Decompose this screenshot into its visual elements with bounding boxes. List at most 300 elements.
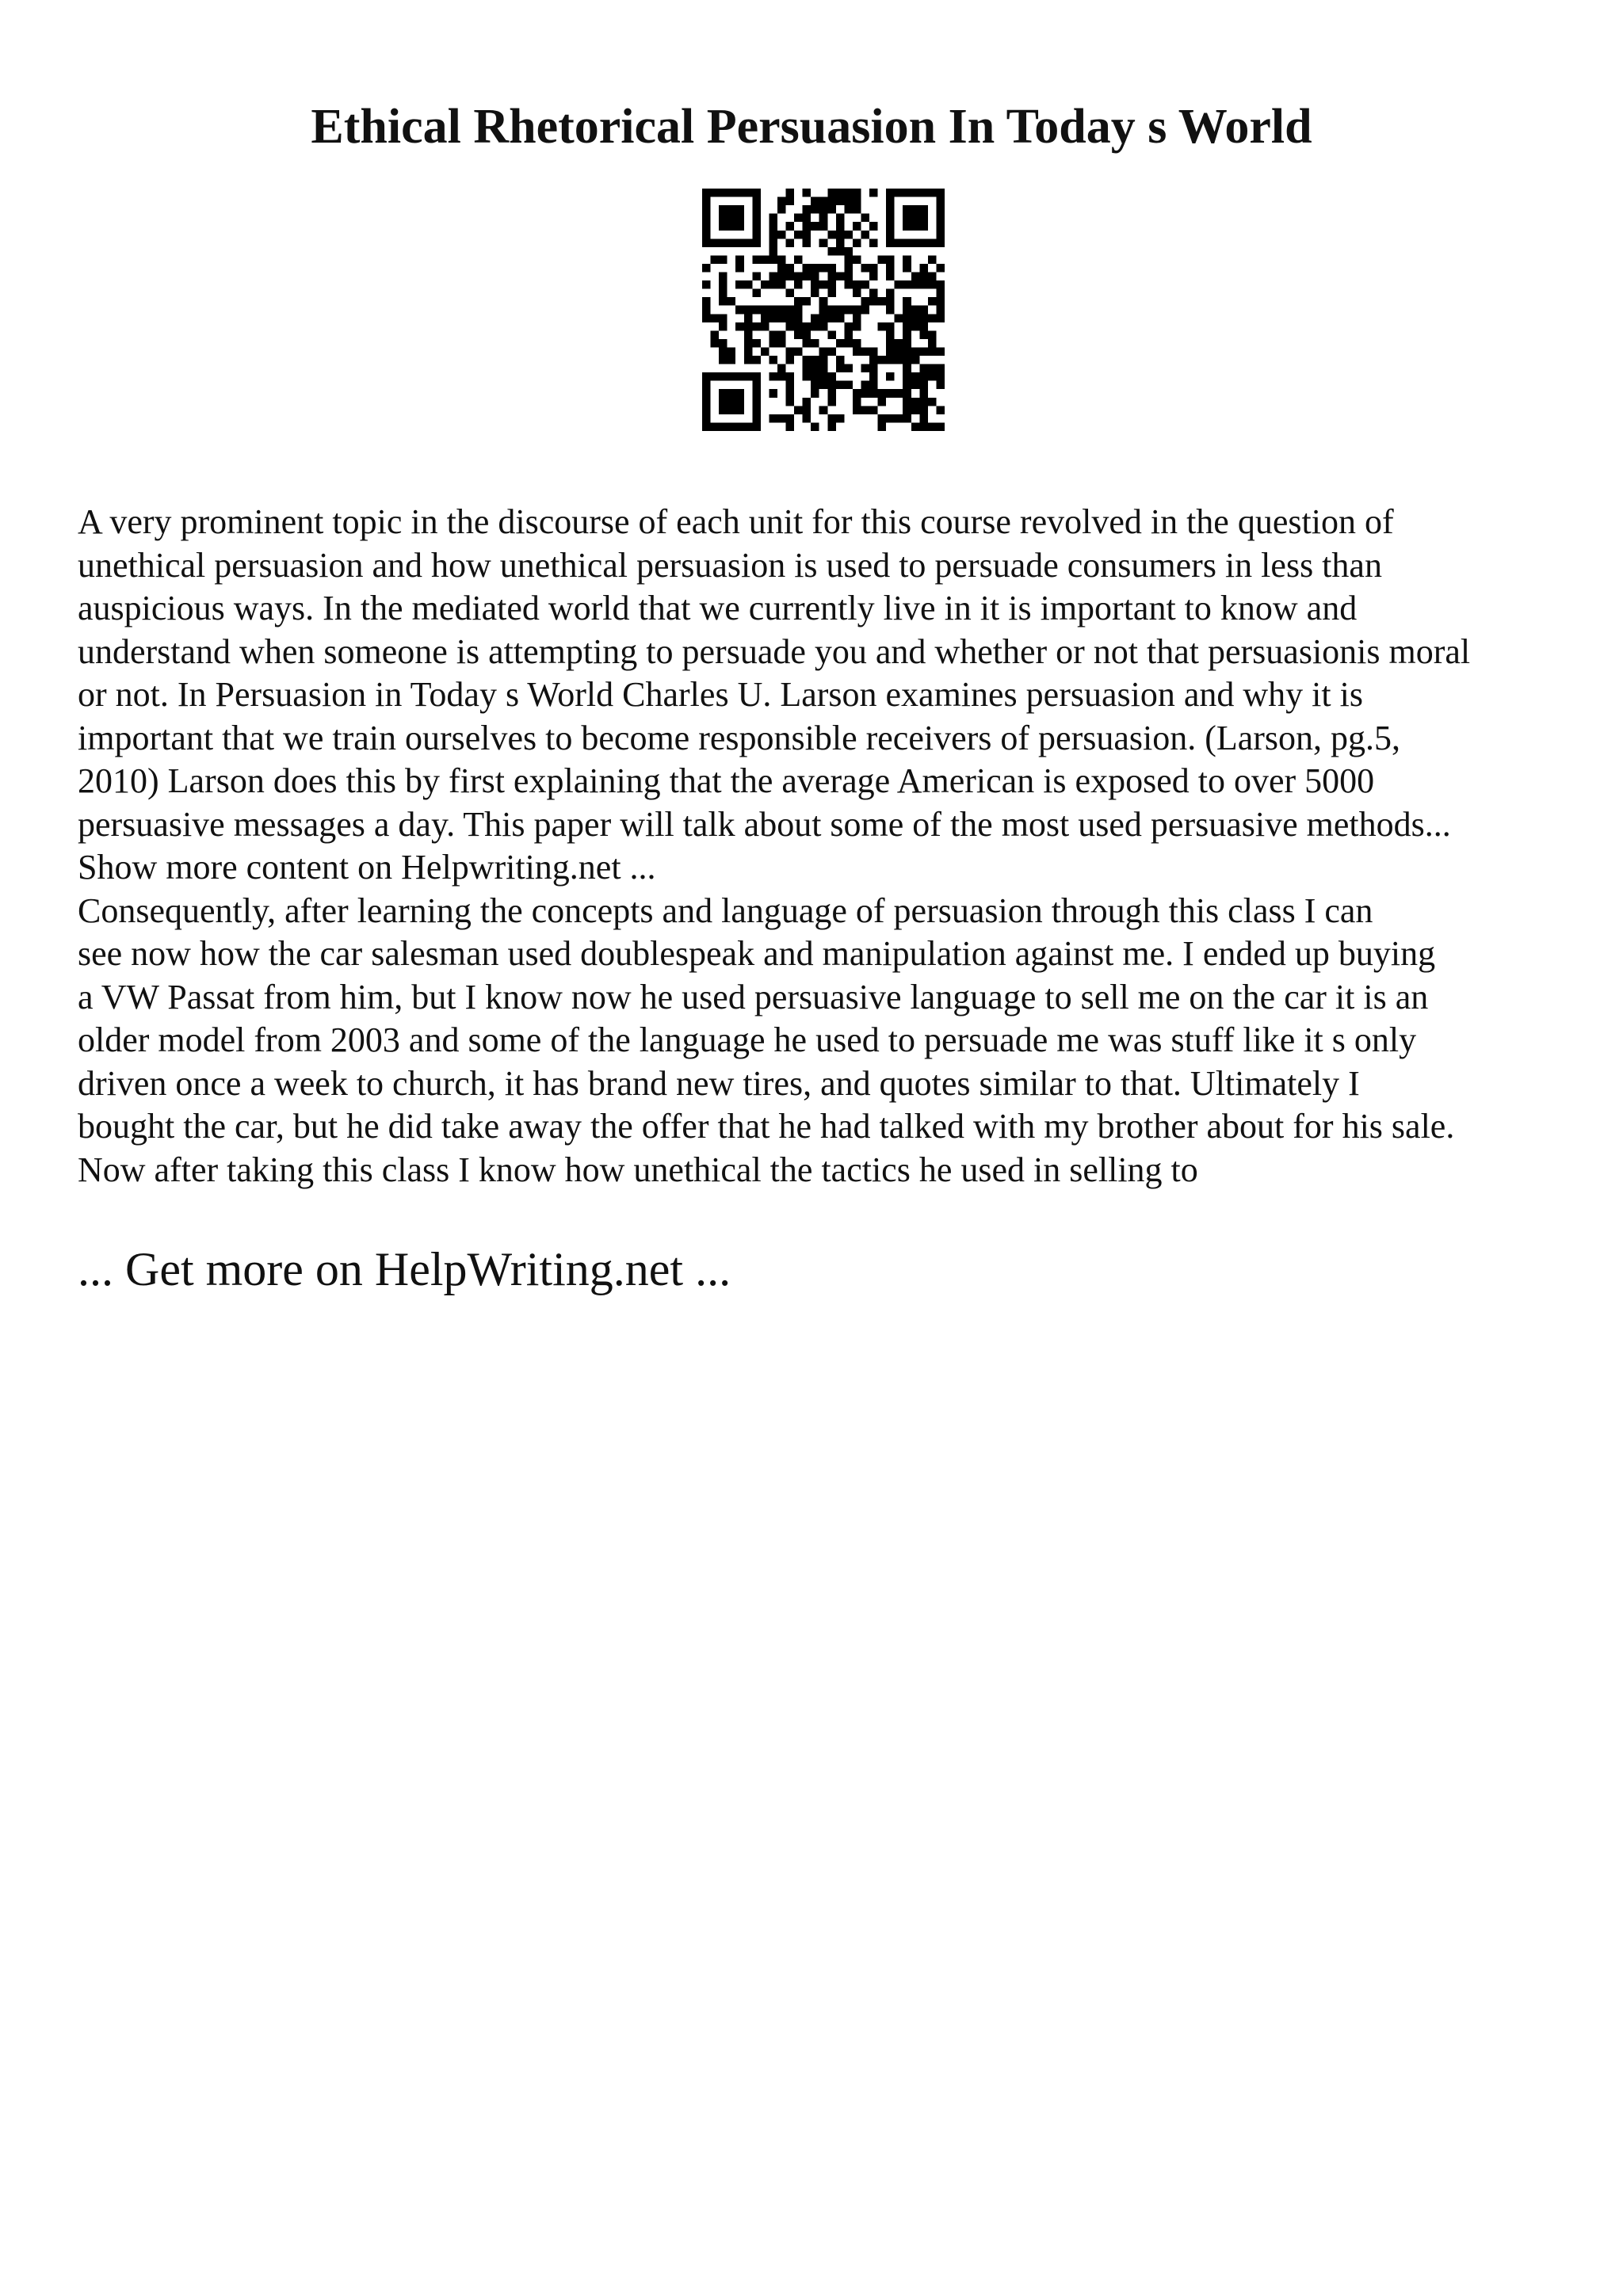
qr-module bbox=[936, 280, 945, 289]
qr-module bbox=[827, 280, 836, 289]
qr-module bbox=[803, 414, 812, 423]
qr-module bbox=[719, 273, 727, 281]
qr-module bbox=[827, 189, 836, 197]
qr-module bbox=[786, 422, 795, 431]
qr-module bbox=[895, 347, 903, 356]
qr-module bbox=[803, 205, 812, 214]
body-line: or not. In Persuasion in Today s World Charles U. Larson examines persuasion and why it is bbox=[78, 675, 1363, 714]
body-line: a VW Passat from him, but I know now he used persuasive language to sell me on the car it is an bbox=[78, 977, 1429, 1016]
qr-module bbox=[861, 347, 869, 356]
qr-module bbox=[827, 231, 836, 239]
qr-module bbox=[869, 264, 878, 273]
qr-module bbox=[702, 297, 711, 306]
qr-module bbox=[786, 264, 795, 273]
qr-module bbox=[861, 406, 869, 414]
qr-module bbox=[761, 280, 769, 289]
qr-module bbox=[811, 372, 819, 381]
qr-module bbox=[794, 322, 803, 331]
qr-module bbox=[836, 339, 845, 348]
qr-module bbox=[836, 314, 845, 322]
qr-module bbox=[869, 238, 878, 247]
qr-module bbox=[827, 422, 836, 431]
qr-module bbox=[928, 273, 937, 281]
body-line: older model from 2003 and some of the language he used to persuade me was stuff like it s only bbox=[78, 1020, 1417, 1059]
qr-module bbox=[811, 339, 819, 348]
qr-module bbox=[853, 339, 861, 348]
qr-module bbox=[777, 306, 786, 315]
qr-module bbox=[836, 247, 845, 256]
qr-module bbox=[786, 356, 795, 364]
qr-module bbox=[936, 306, 945, 315]
qr-module bbox=[819, 222, 828, 231]
qr-module bbox=[903, 339, 911, 348]
qr-module bbox=[777, 255, 786, 264]
qr-module bbox=[919, 406, 928, 414]
qr-module bbox=[761, 347, 769, 356]
qr-module bbox=[853, 222, 861, 231]
qr-module bbox=[786, 322, 795, 331]
qr-module bbox=[711, 330, 720, 339]
qr-module bbox=[769, 247, 777, 256]
qr-module bbox=[936, 381, 945, 390]
qr-module bbox=[803, 330, 812, 339]
qr-module bbox=[844, 339, 853, 348]
qr-module bbox=[811, 381, 819, 390]
qr-module bbox=[886, 414, 895, 423]
qr-module bbox=[769, 238, 777, 247]
qr-module bbox=[819, 197, 828, 206]
qr-module bbox=[878, 422, 887, 431]
qr-module bbox=[744, 280, 753, 289]
qr-module bbox=[827, 398, 836, 406]
qr-module bbox=[878, 255, 887, 264]
qr-module bbox=[752, 255, 761, 264]
qr-module bbox=[919, 306, 928, 315]
qr-module bbox=[836, 222, 845, 231]
qr-module bbox=[911, 273, 920, 281]
qr-module bbox=[777, 314, 786, 322]
qr-module bbox=[819, 347, 828, 356]
qr-module bbox=[735, 306, 744, 315]
qr-module bbox=[928, 314, 937, 322]
qr-module bbox=[786, 372, 795, 381]
qr-module bbox=[811, 364, 819, 373]
qr-module bbox=[803, 406, 812, 414]
qr-module bbox=[886, 273, 895, 281]
qr-module bbox=[786, 273, 795, 281]
qr-module bbox=[853, 189, 861, 197]
qr-module bbox=[761, 322, 769, 331]
qr-module bbox=[869, 406, 878, 414]
body-line: driven once a week to church, it has brand new tires, and quotes similar to that. Ultimately I bbox=[78, 1063, 1360, 1103]
qr-module bbox=[895, 280, 903, 289]
qr-module bbox=[919, 280, 928, 289]
qr-module bbox=[853, 280, 861, 289]
qr-module bbox=[869, 289, 878, 298]
qr-module bbox=[769, 214, 777, 223]
qr-module bbox=[919, 314, 928, 322]
qr-module bbox=[853, 389, 861, 398]
qr-module bbox=[919, 422, 928, 431]
qr-module bbox=[711, 339, 720, 348]
qr-module bbox=[919, 389, 928, 398]
qr-module bbox=[794, 347, 803, 356]
qr-module bbox=[911, 306, 920, 315]
qr-code-icon bbox=[702, 189, 945, 431]
qr-module bbox=[752, 356, 761, 364]
qr-module bbox=[928, 280, 937, 289]
qr-module bbox=[919, 264, 928, 273]
qr-module bbox=[861, 381, 869, 390]
qr-module bbox=[794, 306, 803, 315]
qr-module bbox=[711, 314, 720, 322]
qr-module bbox=[819, 205, 828, 214]
qr-module bbox=[936, 372, 945, 381]
qr-module bbox=[861, 280, 869, 289]
qr-module bbox=[836, 214, 845, 223]
qr-module bbox=[911, 398, 920, 406]
qr-module bbox=[719, 339, 727, 348]
qr-module bbox=[769, 356, 777, 364]
qr-module bbox=[936, 289, 945, 298]
qr-module bbox=[744, 330, 753, 339]
qr-module bbox=[735, 264, 744, 273]
qr-module bbox=[853, 306, 861, 315]
qr-module bbox=[803, 364, 812, 373]
qr-module bbox=[752, 273, 761, 281]
qr-module bbox=[719, 280, 727, 289]
qr-module bbox=[786, 314, 795, 322]
qr-module bbox=[827, 372, 836, 381]
qr-module bbox=[936, 422, 945, 431]
qr-module bbox=[702, 314, 711, 322]
qr-module bbox=[903, 264, 911, 273]
qr-module bbox=[895, 414, 903, 423]
qr-module bbox=[827, 273, 836, 281]
qr-module bbox=[769, 280, 777, 289]
qr-module bbox=[827, 247, 836, 256]
qr-module bbox=[702, 280, 711, 289]
qr-module bbox=[752, 306, 761, 315]
qr-module bbox=[911, 372, 920, 381]
qr-module bbox=[903, 255, 911, 264]
qr-module bbox=[827, 314, 836, 322]
qr-module bbox=[853, 314, 861, 322]
qr-module bbox=[827, 389, 836, 398]
qr-module bbox=[861, 264, 869, 273]
qr-module bbox=[811, 314, 819, 322]
document-title: Ethical Rhetorical Persuasion In Today s World bbox=[311, 100, 1312, 154]
qr-module bbox=[777, 264, 786, 273]
qr-module bbox=[844, 330, 853, 339]
qr-module bbox=[811, 289, 819, 298]
qr-module bbox=[844, 189, 853, 197]
qr-module bbox=[719, 297, 727, 306]
qr-module bbox=[903, 406, 911, 414]
qr-module bbox=[777, 414, 786, 423]
qr-module bbox=[786, 389, 795, 398]
qr-module bbox=[919, 273, 928, 281]
qr-module bbox=[936, 364, 945, 373]
qr-module bbox=[928, 364, 937, 373]
qr-module bbox=[769, 372, 777, 381]
qr-module bbox=[869, 347, 878, 356]
qr-module bbox=[744, 306, 753, 315]
qr-module bbox=[836, 306, 845, 315]
body-line: Now after taking this class I know how unethical the tactics he used in selling to bbox=[78, 1150, 1198, 1189]
qr-module bbox=[886, 289, 895, 298]
qr-module bbox=[936, 406, 945, 414]
qr-module bbox=[911, 322, 920, 331]
qr-module bbox=[819, 322, 828, 331]
qr-module bbox=[769, 330, 777, 339]
qr-module bbox=[878, 322, 887, 331]
qr-module bbox=[861, 306, 869, 315]
qr-module bbox=[803, 264, 812, 273]
qr-module bbox=[844, 381, 853, 390]
qr-module bbox=[886, 347, 895, 356]
body-line: Consequently, after learning the concepts and language of persuasion through this class I can bbox=[78, 891, 1373, 930]
qr-module bbox=[803, 238, 812, 247]
qr-module bbox=[819, 381, 828, 390]
body-line: see now how the car salesman used doublespeak and manipulation against me. I ended up buying bbox=[78, 934, 1436, 973]
qr-module bbox=[844, 280, 853, 289]
body-line: bought the car, but he did take away the offer that he had talked with my brother about for his sale. bbox=[78, 1107, 1455, 1146]
qr-module bbox=[786, 414, 795, 423]
body-line: understand when someone is attempting to persuade you and whether or not that persuasionis moral bbox=[78, 631, 1471, 671]
qr-module bbox=[819, 264, 828, 273]
qr-module bbox=[919, 322, 928, 331]
qr-module bbox=[844, 247, 853, 256]
qr-module bbox=[777, 330, 786, 339]
qr-module bbox=[844, 264, 853, 273]
qr-module bbox=[786, 347, 795, 356]
qr-module bbox=[803, 222, 812, 231]
qr-module bbox=[827, 205, 836, 214]
qr-module bbox=[786, 197, 795, 206]
qr-module bbox=[769, 231, 777, 239]
qr-module bbox=[719, 289, 727, 298]
get-more-link[interactable]: ... Get more on HelpWriting.net ... bbox=[78, 1243, 731, 1295]
qr-module bbox=[769, 314, 777, 322]
qr-module bbox=[719, 347, 727, 356]
qr-module bbox=[727, 347, 736, 356]
qr-module bbox=[727, 297, 736, 306]
qr-module bbox=[844, 255, 853, 264]
qr-module bbox=[819, 306, 828, 315]
qr-module bbox=[827, 330, 836, 339]
qr-module bbox=[928, 330, 937, 339]
qr-module bbox=[844, 322, 853, 331]
qr-module bbox=[827, 347, 836, 356]
qr-module bbox=[853, 197, 861, 206]
qr-module bbox=[769, 255, 777, 264]
qr-module bbox=[803, 214, 812, 223]
qr-module bbox=[794, 314, 803, 322]
qr-module bbox=[903, 280, 911, 289]
qr-module bbox=[836, 231, 845, 239]
qr-module bbox=[794, 214, 803, 223]
qr-module bbox=[819, 356, 828, 364]
qr-module bbox=[903, 297, 911, 306]
qr-module bbox=[819, 280, 828, 289]
qr-module bbox=[777, 273, 786, 281]
qr-module bbox=[853, 289, 861, 298]
qr-module bbox=[769, 273, 777, 281]
qr-module bbox=[886, 264, 895, 273]
qr-module bbox=[928, 398, 937, 406]
qr-module bbox=[777, 197, 786, 206]
qr-module bbox=[744, 356, 753, 364]
qr-module bbox=[761, 255, 769, 264]
qr-module bbox=[861, 231, 869, 239]
qr-module bbox=[777, 280, 786, 289]
qr-module bbox=[928, 347, 937, 356]
qr-module bbox=[744, 322, 753, 331]
qr-module bbox=[853, 347, 861, 356]
qr-module bbox=[786, 238, 795, 247]
qr-module bbox=[827, 289, 836, 298]
qr-module bbox=[836, 273, 845, 281]
qr-module bbox=[794, 330, 803, 339]
qr-module bbox=[777, 372, 786, 381]
qr-module bbox=[702, 264, 711, 273]
qr-module bbox=[903, 322, 911, 331]
qr-module bbox=[827, 306, 836, 315]
qr-module bbox=[803, 372, 812, 381]
qr-module bbox=[819, 372, 828, 381]
qr-module bbox=[786, 222, 795, 231]
body-line: auspicious ways. In the mediated world that we currently live in it is important to know and bbox=[78, 589, 1358, 627]
qr-module bbox=[836, 364, 845, 373]
qr-module bbox=[752, 339, 761, 348]
qr-module bbox=[803, 356, 812, 364]
qr-module bbox=[803, 339, 812, 348]
qr-module bbox=[928, 339, 937, 348]
qr-module bbox=[752, 289, 761, 298]
qr-module bbox=[844, 306, 853, 315]
qr-module bbox=[794, 297, 803, 306]
qr-module bbox=[844, 205, 853, 214]
qr-module bbox=[903, 314, 911, 322]
qr-module bbox=[886, 330, 895, 339]
qr-module bbox=[769, 389, 777, 398]
qr-module bbox=[794, 255, 803, 264]
qr-module bbox=[861, 364, 869, 373]
qr-module bbox=[827, 414, 836, 423]
qr-module bbox=[794, 280, 803, 289]
body-line: unethical persuasion and how unethical persuasion is used to persuade consumers in less than bbox=[78, 545, 1382, 585]
qr-module bbox=[811, 197, 819, 206]
qr-module bbox=[861, 214, 869, 223]
qr-module bbox=[836, 414, 845, 423]
qr-module bbox=[744, 339, 753, 348]
qr-module bbox=[886, 322, 895, 331]
qr-module bbox=[711, 255, 720, 264]
qr-module bbox=[919, 364, 928, 373]
qr-module bbox=[911, 381, 920, 390]
qr-module bbox=[844, 364, 853, 373]
qr-module bbox=[811, 273, 819, 281]
qr-module bbox=[928, 255, 937, 264]
qr-module bbox=[761, 314, 769, 322]
qr-module bbox=[886, 306, 895, 315]
qr-module bbox=[786, 189, 795, 197]
qr-module bbox=[919, 414, 928, 423]
qr-module bbox=[919, 381, 928, 390]
qr-module bbox=[777, 339, 786, 348]
body-line: A very prominent topic in the discourse of each unit for this course revolved in the question of bbox=[78, 502, 1394, 541]
qr-module bbox=[861, 389, 869, 398]
qr-module bbox=[769, 339, 777, 348]
qr-module bbox=[878, 414, 887, 423]
qr-module bbox=[903, 306, 911, 315]
qr-module bbox=[895, 314, 903, 322]
qr-module bbox=[869, 189, 878, 197]
qr-module bbox=[811, 280, 819, 289]
qr-module bbox=[719, 356, 727, 364]
qr-module bbox=[911, 406, 920, 414]
qr-module bbox=[719, 314, 727, 322]
qr-module bbox=[903, 347, 911, 356]
qr-module bbox=[878, 398, 887, 406]
qr-module bbox=[911, 356, 920, 364]
qr-module bbox=[752, 322, 761, 331]
qr-module bbox=[836, 238, 845, 247]
qr-module bbox=[928, 372, 937, 381]
qr-module bbox=[827, 197, 836, 206]
qr-module bbox=[769, 306, 777, 315]
qr-module bbox=[928, 297, 937, 306]
qr-module bbox=[819, 364, 828, 373]
qr-module bbox=[803, 297, 812, 306]
qr-module bbox=[853, 205, 861, 214]
qr-module bbox=[727, 356, 736, 364]
qr-module bbox=[803, 189, 812, 197]
qr-module bbox=[735, 255, 744, 264]
qr-module bbox=[895, 339, 903, 348]
qr-module bbox=[886, 339, 895, 348]
qr-module bbox=[844, 231, 853, 239]
qr-module bbox=[878, 297, 887, 306]
qr-module bbox=[936, 264, 945, 273]
qr-module bbox=[827, 381, 836, 390]
body-text bbox=[78, 501, 1568, 1192]
qr-module bbox=[744, 347, 753, 356]
qr-module bbox=[836, 381, 845, 390]
qr-module bbox=[911, 422, 920, 431]
qr-module bbox=[794, 231, 803, 239]
qr-module bbox=[786, 289, 795, 298]
qr-module bbox=[853, 398, 861, 406]
qr-module bbox=[819, 314, 828, 322]
qr-module bbox=[911, 314, 920, 322]
qr-module bbox=[861, 297, 869, 306]
qr-module bbox=[735, 280, 744, 289]
qr-module bbox=[886, 255, 895, 264]
qr-module bbox=[819, 297, 828, 306]
qr-module bbox=[769, 414, 777, 423]
qr-module bbox=[735, 322, 744, 331]
qr-module bbox=[844, 273, 853, 281]
qr-module bbox=[836, 356, 845, 364]
qr-module bbox=[811, 322, 819, 331]
qr-module bbox=[786, 398, 795, 406]
qr-module bbox=[786, 306, 795, 315]
body-line: important that we train ourselves to become responsible receivers of persuasion. (Larson, pg.5, bbox=[78, 718, 1401, 757]
qr-module bbox=[919, 347, 928, 356]
qr-module bbox=[911, 280, 920, 289]
